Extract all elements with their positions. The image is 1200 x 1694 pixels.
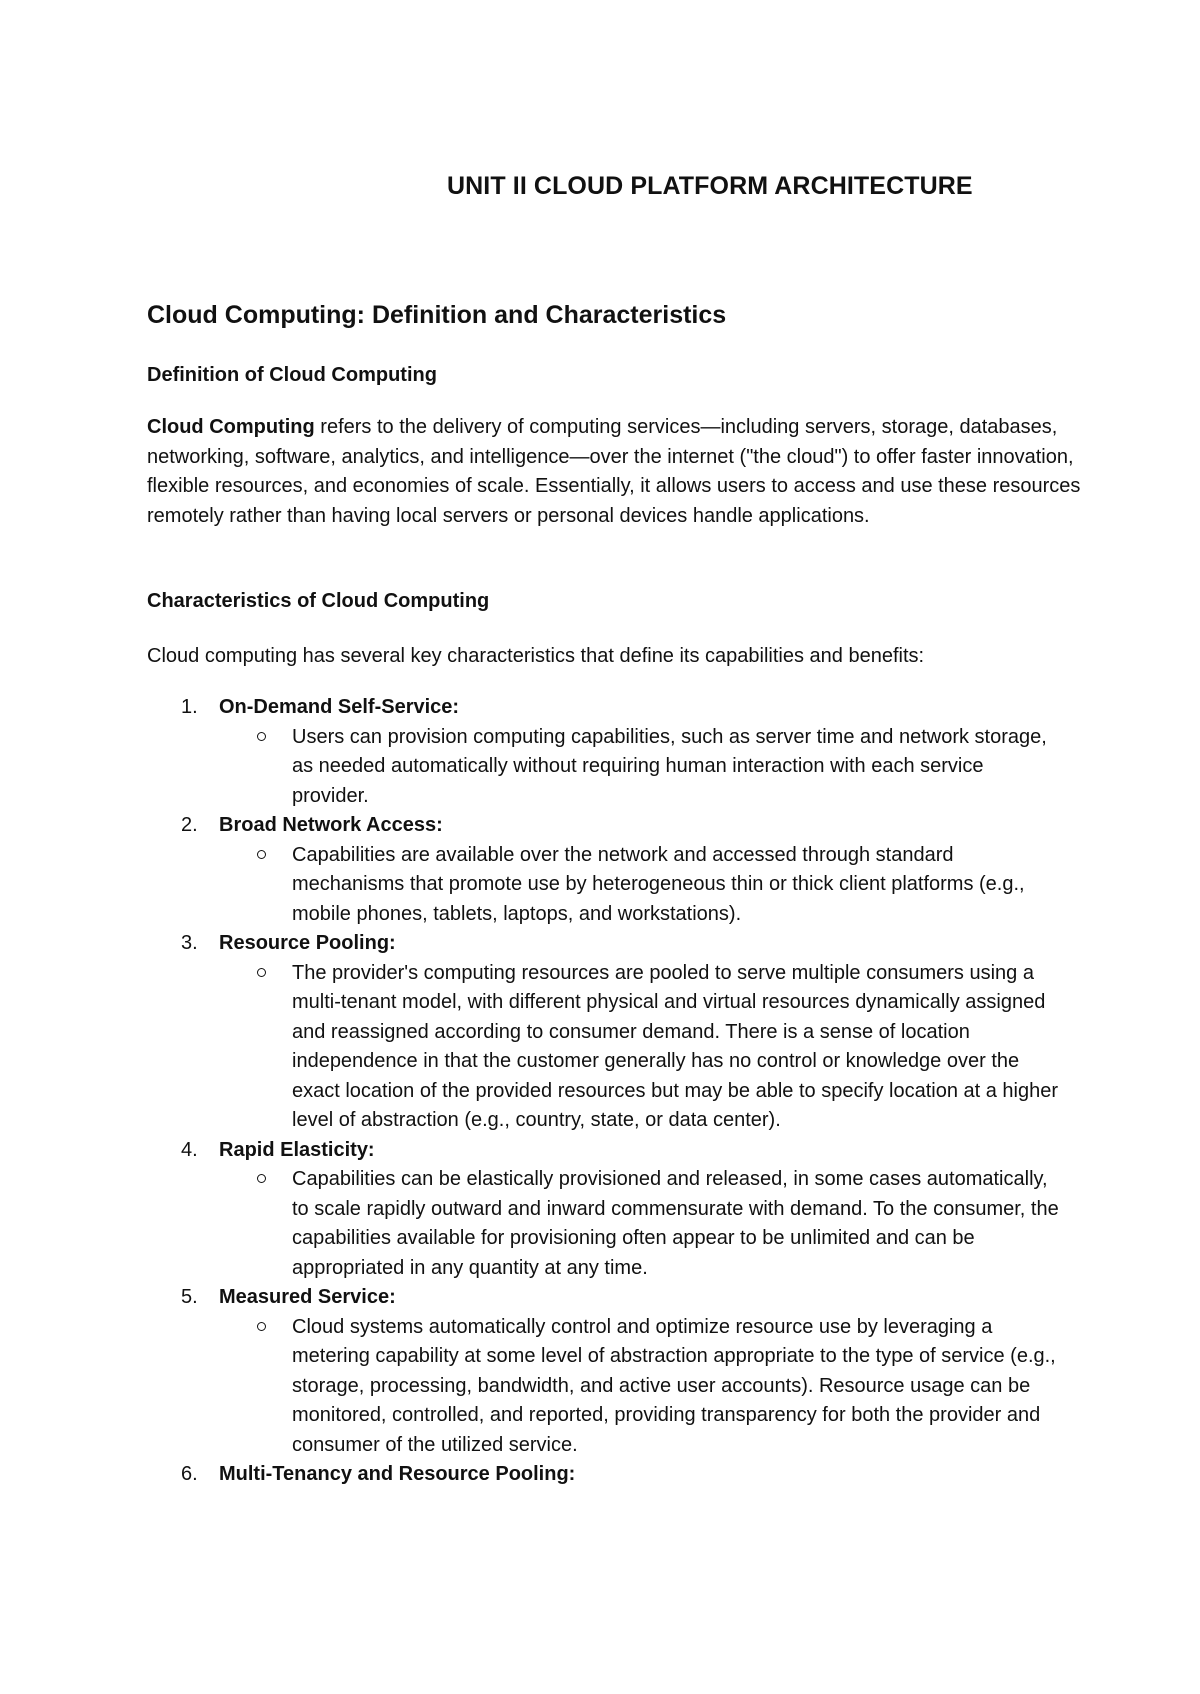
item-description-text: Capabilities are available over the network and accessed through standard mechanisms that promote use by heterogeneous thin or thick client platforms (e.g., mobile phones, tablets, laptops, and workstations).	[292, 843, 1025, 925]
list-item	[147, 1136, 1087, 1284]
list-item	[147, 693, 1087, 811]
section-heading: Cloud Computing: Definition and Characteristics	[147, 301, 727, 329]
hollow-bullet-icon	[257, 968, 266, 977]
item-title: Measured Service:	[219, 1286, 396, 1308]
hollow-bullet-icon	[257, 732, 266, 741]
item-title: Rapid Elasticity:	[219, 1138, 375, 1161]
item-number: 5.	[181, 1286, 198, 1308]
item-title: On-Demand Self-Service:	[219, 696, 460, 718]
item-description	[147, 1313, 1062, 1461]
item-title: Resource Pooling:	[219, 932, 396, 954]
list-item	[147, 929, 1087, 1136]
item-description-text: The provider's computing resources are pooled to serve multiple consumers using a multi-tenant model, with different physical and virtual resources dynamically assigned and reassigned according to consumer demand. There is a sense of location independence in that the customer generally has no control or knowledge over the exact location of the provided resources but may be able to specify location at a higher level of abstraction (e.g., country, state, or data center).	[292, 961, 1059, 1131]
item-description-text: Capabilities can be elastically provisioned and released, in some cases automatically, to scale rapidly outward and inward commensurate with demand. To the consumer, the capabilities available for provisioning often appear to be unlimited and can be appropriated in any quantity at any time.	[292, 1168, 1059, 1279]
item-description	[147, 841, 1062, 930]
item-description	[147, 959, 1062, 1136]
definition-paragraph	[147, 413, 1087, 531]
item-description-text: Cloud systems automatically control and optimize resource use by leveraging a metering capability at some level of abstraction appropriate to the type of service (e.g., storage, processing, bandwidth, and active user accounts). Resource usage can be monitored, controlled, and reported, providing transparency for both the provider and consumer of the utilized service.	[292, 1315, 1056, 1456]
hollow-bullet-icon	[257, 1322, 266, 1331]
item-description-text: Users can provision computing capabilities, such as server time and network storage, as needed automatically without requiring human interaction with each service provider.	[292, 725, 1047, 807]
list-item	[147, 1283, 1087, 1460]
characteristics-intro: Cloud computing has several key characteristics that define its capabilities and benefits:	[147, 645, 925, 667]
item-description	[147, 723, 1062, 812]
definition-heading: Definition of Cloud Computing	[147, 364, 437, 386]
item-title: Broad Network Access:	[219, 814, 443, 836]
item-number: 4.	[181, 1138, 198, 1161]
hollow-bullet-icon	[257, 1174, 266, 1183]
hollow-bullet-icon	[257, 850, 266, 859]
item-number: 2.	[181, 814, 198, 836]
characteristics-list	[147, 693, 1087, 1490]
item-number: 3.	[181, 932, 198, 954]
definition-term: Cloud Computing	[147, 416, 315, 438]
list-item	[147, 811, 1087, 929]
item-number: 1.	[181, 696, 198, 718]
item-number: 6.	[181, 1463, 198, 1485]
item-description	[147, 1165, 1062, 1283]
characteristics-heading: Characteristics of Cloud Computing	[147, 590, 490, 612]
definition-text: refers to the delivery of computing services—including servers, storage, databases, networking, software, analytics, and intelligence—over the internet ("the cloud") to offer faster innovation, flexible resources, and economies of scale. Essentially, it allows users to access and use these resources remotely rather than having local servers or personal devices handle applications.	[147, 416, 1081, 527]
item-title: Multi-Tenancy and Resource Pooling:	[219, 1463, 576, 1485]
document-title: UNIT II CLOUD PLATFORM ARCHITECTURE	[447, 172, 973, 200]
list-item	[147, 1460, 1087, 1490]
